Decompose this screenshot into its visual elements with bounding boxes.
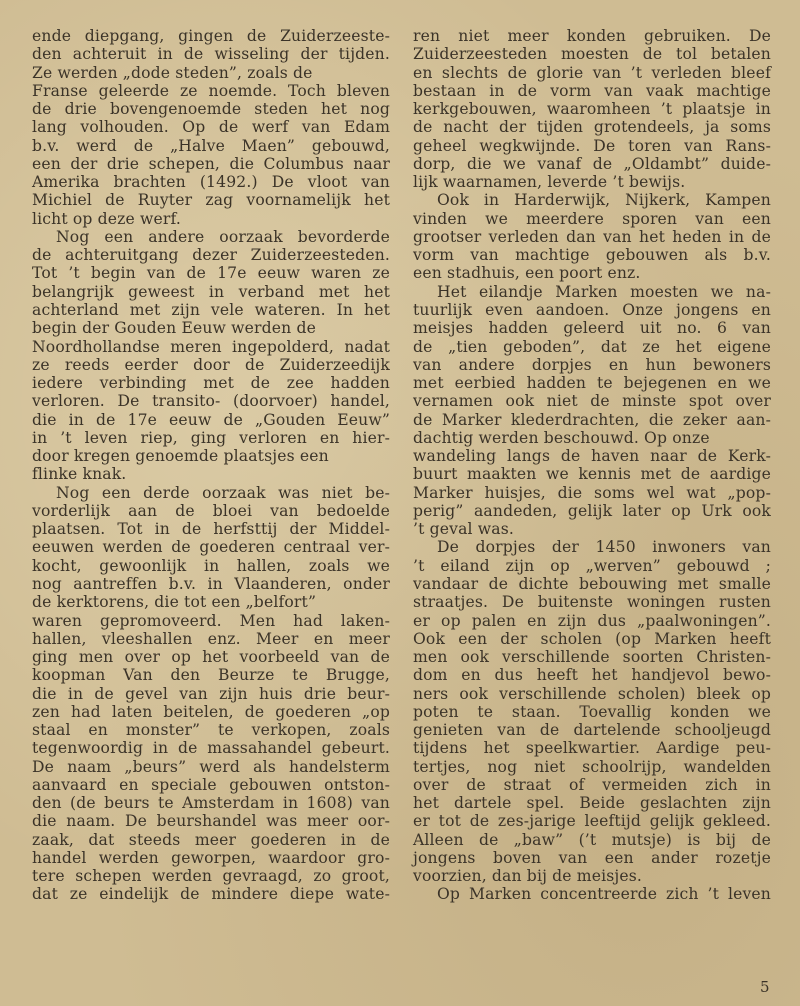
text-line: van andere dorpjes en hun bewoners <box>413 355 771 374</box>
text-line: ners ook verschillende scholen) bleek op <box>413 684 771 703</box>
text-line: genieten van de dartelende schooljeugd <box>413 721 771 740</box>
text-line: vorderlijk aan de bloei van bedoelde <box>32 501 390 520</box>
text-line: tuurlijk even aandoen. Onze jongens en <box>413 300 771 319</box>
text-line: plaatsen. Tot in de herfsttij der Middel- <box>32 520 390 539</box>
text-line: tere schepen werden gevraagd, zo groot, <box>32 867 390 886</box>
text-line: nog aantreffen b.v. in Vlaanderen, onder <box>32 574 390 593</box>
text-line: Op Marken concentreerde zich ’t leven <box>437 885 771 904</box>
text-line: over de straat of vermeiden zich in <box>413 775 771 794</box>
text-line: er tot de zes-jarige leeftijd gelijk gekleed. <box>413 812 771 831</box>
text-line: de drie bovengenoemde steden het nog <box>32 100 390 119</box>
text-line: met eerbied hadden te bejegenen en we <box>413 374 771 393</box>
page-number: 5 <box>760 978 770 996</box>
text-line: die naam. De beurshandel was meer oor- <box>32 812 390 831</box>
text-line: ren niet meer konden gebruiken. De <box>413 27 771 45</box>
text-line: de kerktorens, die tot een „belfort” <box>32 593 317 612</box>
text-line: De naam „beurs” werd als handelsterm <box>32 757 390 776</box>
text-line: waren gepromoveerd. Men had laken- <box>32 611 390 630</box>
text-line: Alleen de „baw” (’t mutsje) is bij de <box>413 830 771 849</box>
text-line: de „tien geboden”, dat ze het eigene <box>413 337 771 356</box>
text-line: achterland met zijn vele wateren. In het <box>32 300 390 319</box>
text-line: Noordhollandse meren ingepolderd, nadat <box>32 337 390 356</box>
text-line: kocht, gewoonlijk in hallen, zoals we <box>32 556 390 575</box>
text-line: ze reeds eerder door de Zuiderzeedijk <box>32 355 390 374</box>
text-line: staal en monster” te verkopen, zoals <box>32 721 390 740</box>
text-line: grootser verleden dan van het heden in de <box>413 227 771 246</box>
text-line: hallen, vleeshallen enz. Meer en meer <box>32 629 390 648</box>
text-line: Nog een derde oorzaak was niet be- <box>56 483 390 502</box>
text-line: ’t eiland zijn op „werven” gebouwd ; <box>413 556 771 575</box>
text-line: ging men over op het voorbeeld van de <box>32 648 390 667</box>
text-line: b.v. werd de „Halve Maen” gebouwd, <box>32 136 390 155</box>
text-line: dorp, die we vanaf de „Oldambt” duide- <box>413 154 771 173</box>
text-line: Het eilandje Marken moesten we na- <box>437 282 771 301</box>
text-line: bestaan in de vorm van vaak machtige <box>413 81 771 100</box>
right-text-column <box>413 27 771 904</box>
text-line: buurt maakten we kennis met de aardige <box>413 465 771 484</box>
text-line: Amerika brachten (1492.) De vloot van <box>32 173 390 192</box>
text-line: poten te staan. Toevallig konden we <box>413 702 771 721</box>
text-line: begin der Gouden Eeuw werden de <box>32 319 316 338</box>
text-line: kerkgebouwen, waaromheen ’t plaatsje in <box>413 100 771 119</box>
text-line: voorzien, dan bij de meisjes. <box>413 867 643 886</box>
text-line: er op palen en zijn dus „paalwoningen”. <box>413 611 771 630</box>
text-line: dom en dus heeft het handjevol bewo- <box>413 666 771 685</box>
text-line: in ’t leven riep, ging verloren en hier- <box>32 428 390 447</box>
text-line: vinden we meerdere sporen van een <box>413 209 771 228</box>
text-line: lijk waarnamen, leverde ’t bewijs. <box>413 173 686 192</box>
text-line: flinke knak. <box>32 465 127 484</box>
text-line: Ook een der scholen (op Marken heeft <box>413 629 771 648</box>
text-line: vernamen ook niet de minste spot over <box>413 392 771 411</box>
text-line: licht op deze werf. <box>32 209 181 228</box>
text-line: aanvaard en speciale gebouwen ontston- <box>32 775 390 794</box>
left-text-column <box>32 27 390 904</box>
text-line: lang volhouden. Op de werf van Edam <box>32 118 390 137</box>
text-line: de nacht der tijden grotendeels, ja soms <box>413 118 771 137</box>
text-line: den achteruit in de wisseling der tijden. <box>32 45 390 64</box>
text-line: die in de gevel van zijn huis drie beur- <box>32 684 390 703</box>
text-line: straatjes. De buitenste woningen rusten <box>413 593 771 612</box>
text-line: een stadhuis, een poort enz. <box>413 264 641 283</box>
text-line: door kregen genoemde plaatsjes een <box>32 447 329 466</box>
text-line: den (de beurs te Amsterdam in 1608) van <box>32 794 390 813</box>
text-line: meisjes hadden geleerd uit no. 6 van <box>413 319 771 338</box>
text-line: tegenwoordig in de massahandel gebeurt. <box>32 739 390 758</box>
text-line: verloren. De transito- (doorvoer) handel, <box>32 392 390 411</box>
text-line: vorm van machtige gebouwen als b.v. <box>413 246 771 265</box>
text-line: het dartele spel. Beide geslachten zijn <box>413 794 771 813</box>
text-line: jongens boven van een ander rozetje <box>413 848 771 867</box>
text-line: zaak, dat steeds meer goederen in de <box>32 830 390 849</box>
text-line: Marker huisjes, die soms wel wat „pop- <box>413 483 771 502</box>
text-line: iedere verbinding met de zee hadden <box>32 374 390 393</box>
text-line: Tot ’t begin van de 17e eeuw waren ze <box>32 264 390 283</box>
text-line: De dorpjes der 1450 inwoners van <box>437 538 771 557</box>
text-line: Ook in Harderwijk, Nijkerk, Kampen <box>437 191 771 210</box>
text-line: ende diepgang, gingen de Zuiderzeeste- <box>32 27 390 45</box>
text-line: eeuwen werden de goederen centraal ver- <box>32 538 390 557</box>
text-line: en slechts de glorie van ’t verleden bleef <box>413 63 771 82</box>
text-line: Franse geleerde ze noemde. Toch bleven <box>32 81 390 100</box>
text-line: koopman Van den Beurze te Brugge, <box>32 666 390 685</box>
text-line: die in de 17e eeuw de „Gouden Eeuw” <box>32 410 390 429</box>
text-line: handel werden geworpen, waardoor gro- <box>32 848 390 867</box>
text-line: tijdens het speelkwartier. Aardige peu- <box>413 739 771 758</box>
text-line: geheel wegkwijnde. De toren van Rans- <box>413 136 771 155</box>
text-line: vandaar de dichte bebouwing met smalle <box>413 574 771 593</box>
text-line: men ook verschillende soorten Christen- <box>413 648 771 667</box>
text-line: wandeling langs de haven naar de Kerk- <box>413 447 771 466</box>
text-line: belangrijk geweest in verband met het <box>32 282 390 301</box>
text-line: de achteruitgang dezer Zuiderzeesteden. <box>32 246 390 265</box>
text-line: een der drie schepen, die Columbus naar <box>32 154 390 173</box>
text-line: dat ze eindelijk de mindere diepe wate- <box>32 885 390 904</box>
text-line: ’t geval was. <box>413 520 514 539</box>
text-line: Zuiderzeesteden moesten de tol betalen <box>413 45 771 64</box>
text-line: Michiel de Ruyter zag voornamelijk het <box>32 191 390 210</box>
text-line: Nog een andere oorzaak bevorderde <box>56 227 390 246</box>
text-line: dachtig werden beschouwd. Op onze <box>413 428 710 447</box>
text-line: tertjes, nog niet schoolrijp, wandelden <box>413 757 771 776</box>
text-line: de Marker klederdrachten, die zeker aan- <box>413 410 771 429</box>
text-line: zen had laten beitelen, de goederen „op <box>32 702 390 721</box>
text-line: perig” aandeden, gelijk later op Urk ook <box>413 501 771 520</box>
text-line: Ze werden „dode steden”, zoals de <box>32 63 313 82</box>
